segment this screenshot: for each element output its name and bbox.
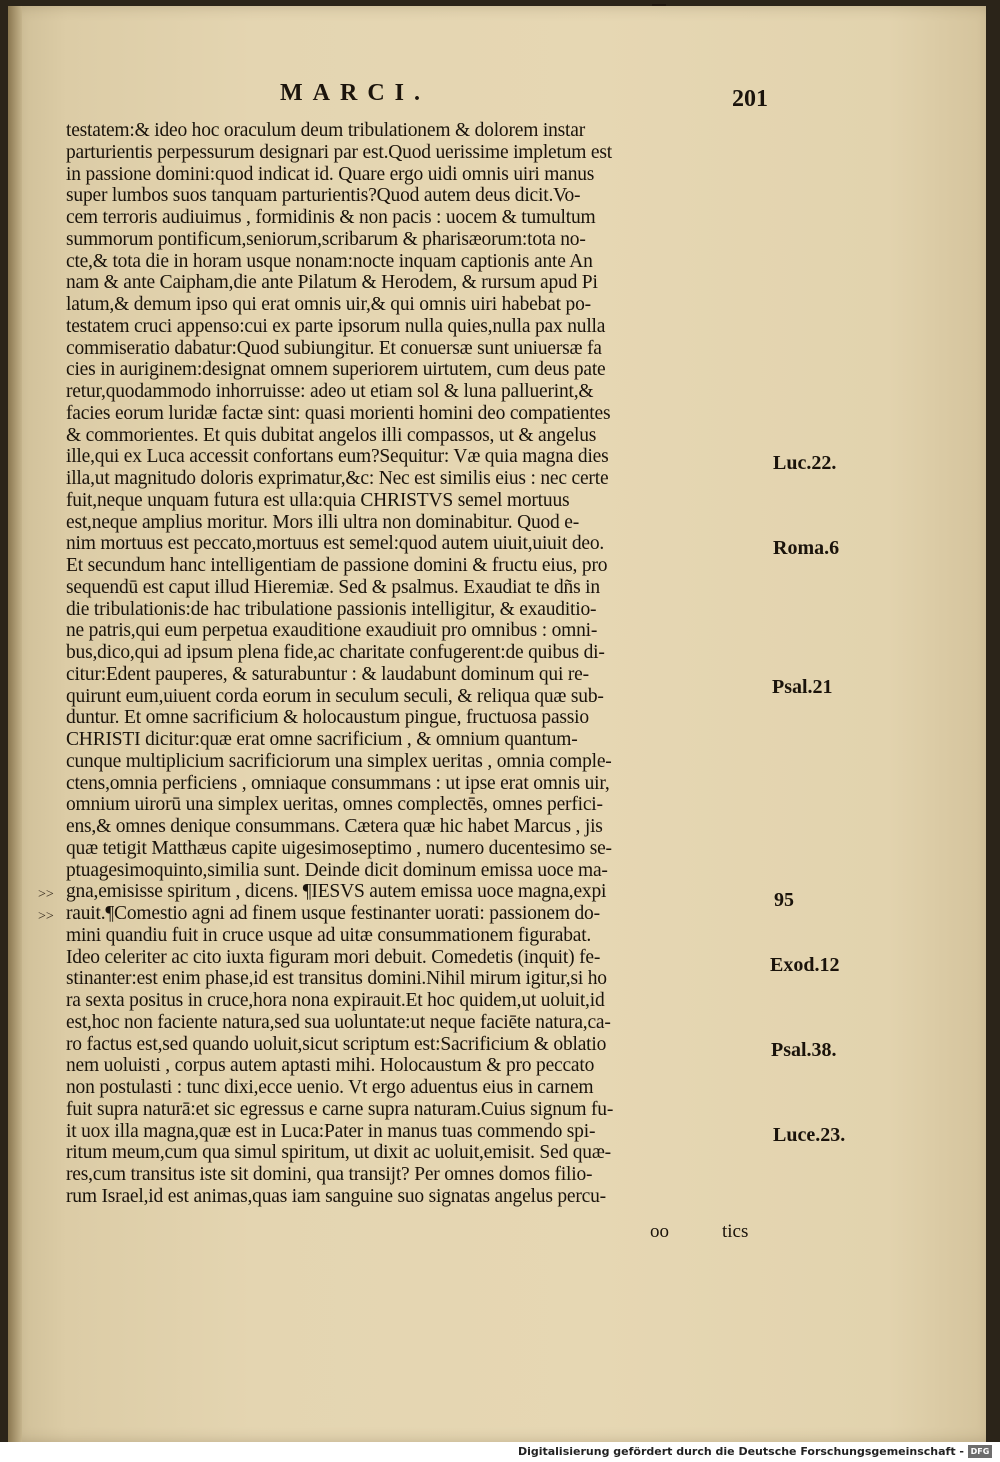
text-line: ctens,omnia perficiens , omniaque consummans : ut ipse erat omnis uir, [66,772,610,794]
text-line: parturientis perpessurum designari par est.Quod uerissime impletum est [66,141,612,163]
text-line: super lumbos suos tanquam parturientis?Quod autem deus dicit.Vo- [66,185,581,207]
text-line: rum Israel,id est animas,quas iam sanguine suo signatas angelus percu- [66,1185,606,1207]
text-line: fuit supra naturā:et sic egressus e carne supra naturam.Cuius signum fu- [66,1098,614,1120]
text-line: facies eorum luridæ factæ sint: quasi morienti homini deo compatientes [66,402,611,424]
text-line: duntur. Et omne sacrificium & holocaustum pingue, fructuosa passio [66,707,589,729]
text-line: it uox illa magna,quæ est in Luca:Pater in manus tuas commendo spi- [66,1120,596,1142]
text-line: ens,& omnes denique consummans. Cætera quæ hic habet Marcus , jis [66,816,603,837]
marginal-note: Psal.21 [772,676,833,698]
text-line: cem terroris audiuimus , formidinis & non pacis : uocem & tumultum [66,207,596,228]
running-head: MARCI. [280,80,430,106]
text-line: Et secundum hanc intelligentiam de passione domini & fructu eius, pro [66,555,608,576]
text-line: testatem cruci appenso:cui ex parte ipsorum nulla quies,nulla pax nulla [66,315,606,337]
text-line: & commorientes. Et quis dubitat angelos illi compassos, ut & angelus [66,424,597,446]
text-line: ille,qui ex Luca accessit confortans eum?Sequitur: Væ quia magna dies [66,446,609,468]
marginal-note: Exod.12 [770,954,840,976]
text-line: ne patris,qui eum perpetua exauditione exaudiuit pro omnibus : omni- [66,620,598,642]
text-line: fuit,neque unquam futura est ulla:quia CHRISTVS semel mortuus [66,489,570,511]
text-line: CHRISTI dicitur:quæ erat omne sacrificium , & omnium quantum- [66,729,578,750]
text-line: bus,dico,qui ad ipsum plena fide,ac charitate confugerent:de quibus di- [66,642,605,663]
marginal-note: Psal.38. [771,1039,837,1061]
text-line: retur,quodammodo inhorruisse: adeo ut etiam sol & luna palluerint,& [66,381,594,402]
marginal-note: 95 [774,889,794,911]
text-line: illa,ut magnitudo doloris exprimatur,&c: Nec est similis eius : nec certe [66,468,609,489]
footer-bar [0,1442,1000,1462]
dfg-logo-icon: DFG [968,1445,992,1458]
text-line: omnium uirorū una simplex ueritas, omnes complectēs, omnes perfici- [66,794,603,816]
text-line: summorum pontificum,seniorum,scribarum & pharisæorum:tota no- [66,228,586,250]
page-number: 201 [732,86,768,112]
marginal-note: Luce.23. [773,1124,846,1146]
quote-mark: >> [38,909,54,924]
text-line: mini quandiu fuit in cruce usque ad uitæ consummationem figurabat. [66,924,592,946]
text-line: quirunt eum,uiuent corda eorum in seculum seculi, & reliqua quæ sub- [66,685,604,707]
text-line: commiseratio dabatur:Quod subiungitur. Et conuersæ sunt uniuersæ fa [66,337,602,359]
text-line: ra sexta positus in cruce,hora nona expirauit.Et hoc quidem,ut uoluit,id [66,990,605,1011]
text-line: nem uoluisti , corpus autem aptasti mihi. Holocaustum & pro peccato [66,1055,595,1077]
footer-credit: Digitalisierung gefördert durch die Deutsche Forschungsgemeinschaft - [517,1445,964,1458]
text-line: cunque multiplicium sacrificiorum una simplex ueritas , omnia comple- [66,750,612,772]
text-line: die tribulationis:de hac tribulatione passionis intelligitur, & exauditio- [66,598,597,620]
text-line: ritum meum,cum qua simul spiritum, ut dixit ac uoluit,emisit. Sed quæ- [66,1142,611,1164]
text-line: gna,emisisse spiritum , dicens. ¶IESVS autem emissa uoce magna,expi [66,881,607,903]
text-line: nam & ante Caipham,die ante Pilatum & Herodem, & rursum apud Pi [66,272,598,294]
text-line: ro factus est,sed quando uoluit,sicut scriptum est:Sacrificium & oblatio [66,1033,607,1055]
text-line: sequendū est caput illud Hieremiæ. Sed & psalmus. Exaudiat te dñs in [66,576,600,598]
text-line: nim mortuus est peccato,mortuus est semel:quod autem uiuit,uiuit deo. [66,533,605,555]
quote-mark: >> [38,887,54,902]
text-line: cte,& tota die in horam usque nonam:nocte inquam captionis ante An [66,250,593,272]
text-line: latum,& demum ipso qui erat omnis uir,& qui omnis uiri habebat po- [66,294,591,315]
text-line: ptuagesimoquinto,similia sunt. Deinde dicit dominum emissa uoce ma- [66,859,608,881]
text-line: non postulasti : tunc dixi,ecce uenio. Vt ergo aduentus eius in carnem [66,1077,594,1098]
text-line: est,hoc non faciente natura,sed sua uoluntate:ut neque faciēte natura,ca- [66,1011,611,1033]
text-line: citur:Edent pauperes, & saturabuntur : & laudabunt dominum qui re- [66,663,589,685]
body-text [66,120,776,1208]
page-gutter [8,6,22,1442]
text-line: in passione domini:quod indicat id. Quare ergo uidi omnis uiri manus [66,163,595,185]
text-line: testatem:& ideo hoc oraculum deum tribulationem & dolorem instar [66,120,585,141]
text-line: Ideo celeriter ac cito iuxta figuram mori debuit. Comedetis (inquit) fe- [66,946,601,968]
signature-mark: oo [650,1221,669,1242]
text-line: est,neque amplius moritur. Mors illi ultra non dominabitur. Quod e- [66,511,580,533]
catchword: tics [722,1221,749,1242]
text-line: rauit.¶Comestio agni ad finem usque festinanter uorati: passionem do- [66,903,600,924]
marginal-note: Luc.22. [773,452,837,474]
marginal-note: Roma.6 [773,537,840,559]
text-line: cies in auriginem:designat omnem superiorem uirtutem, cum deus pate [66,359,606,381]
text-line: res,cum transitus iste sit domini, qua transijt? Per omnes domos filio- [66,1164,593,1185]
text-line: stinanter:est enim phase,id est transitus domini.Nihil mirum igitur,si ho [66,968,607,990]
text-line: quæ tetigit Matthæus capite uigesimoseptimo , numero ducentesimo se- [66,837,612,859]
